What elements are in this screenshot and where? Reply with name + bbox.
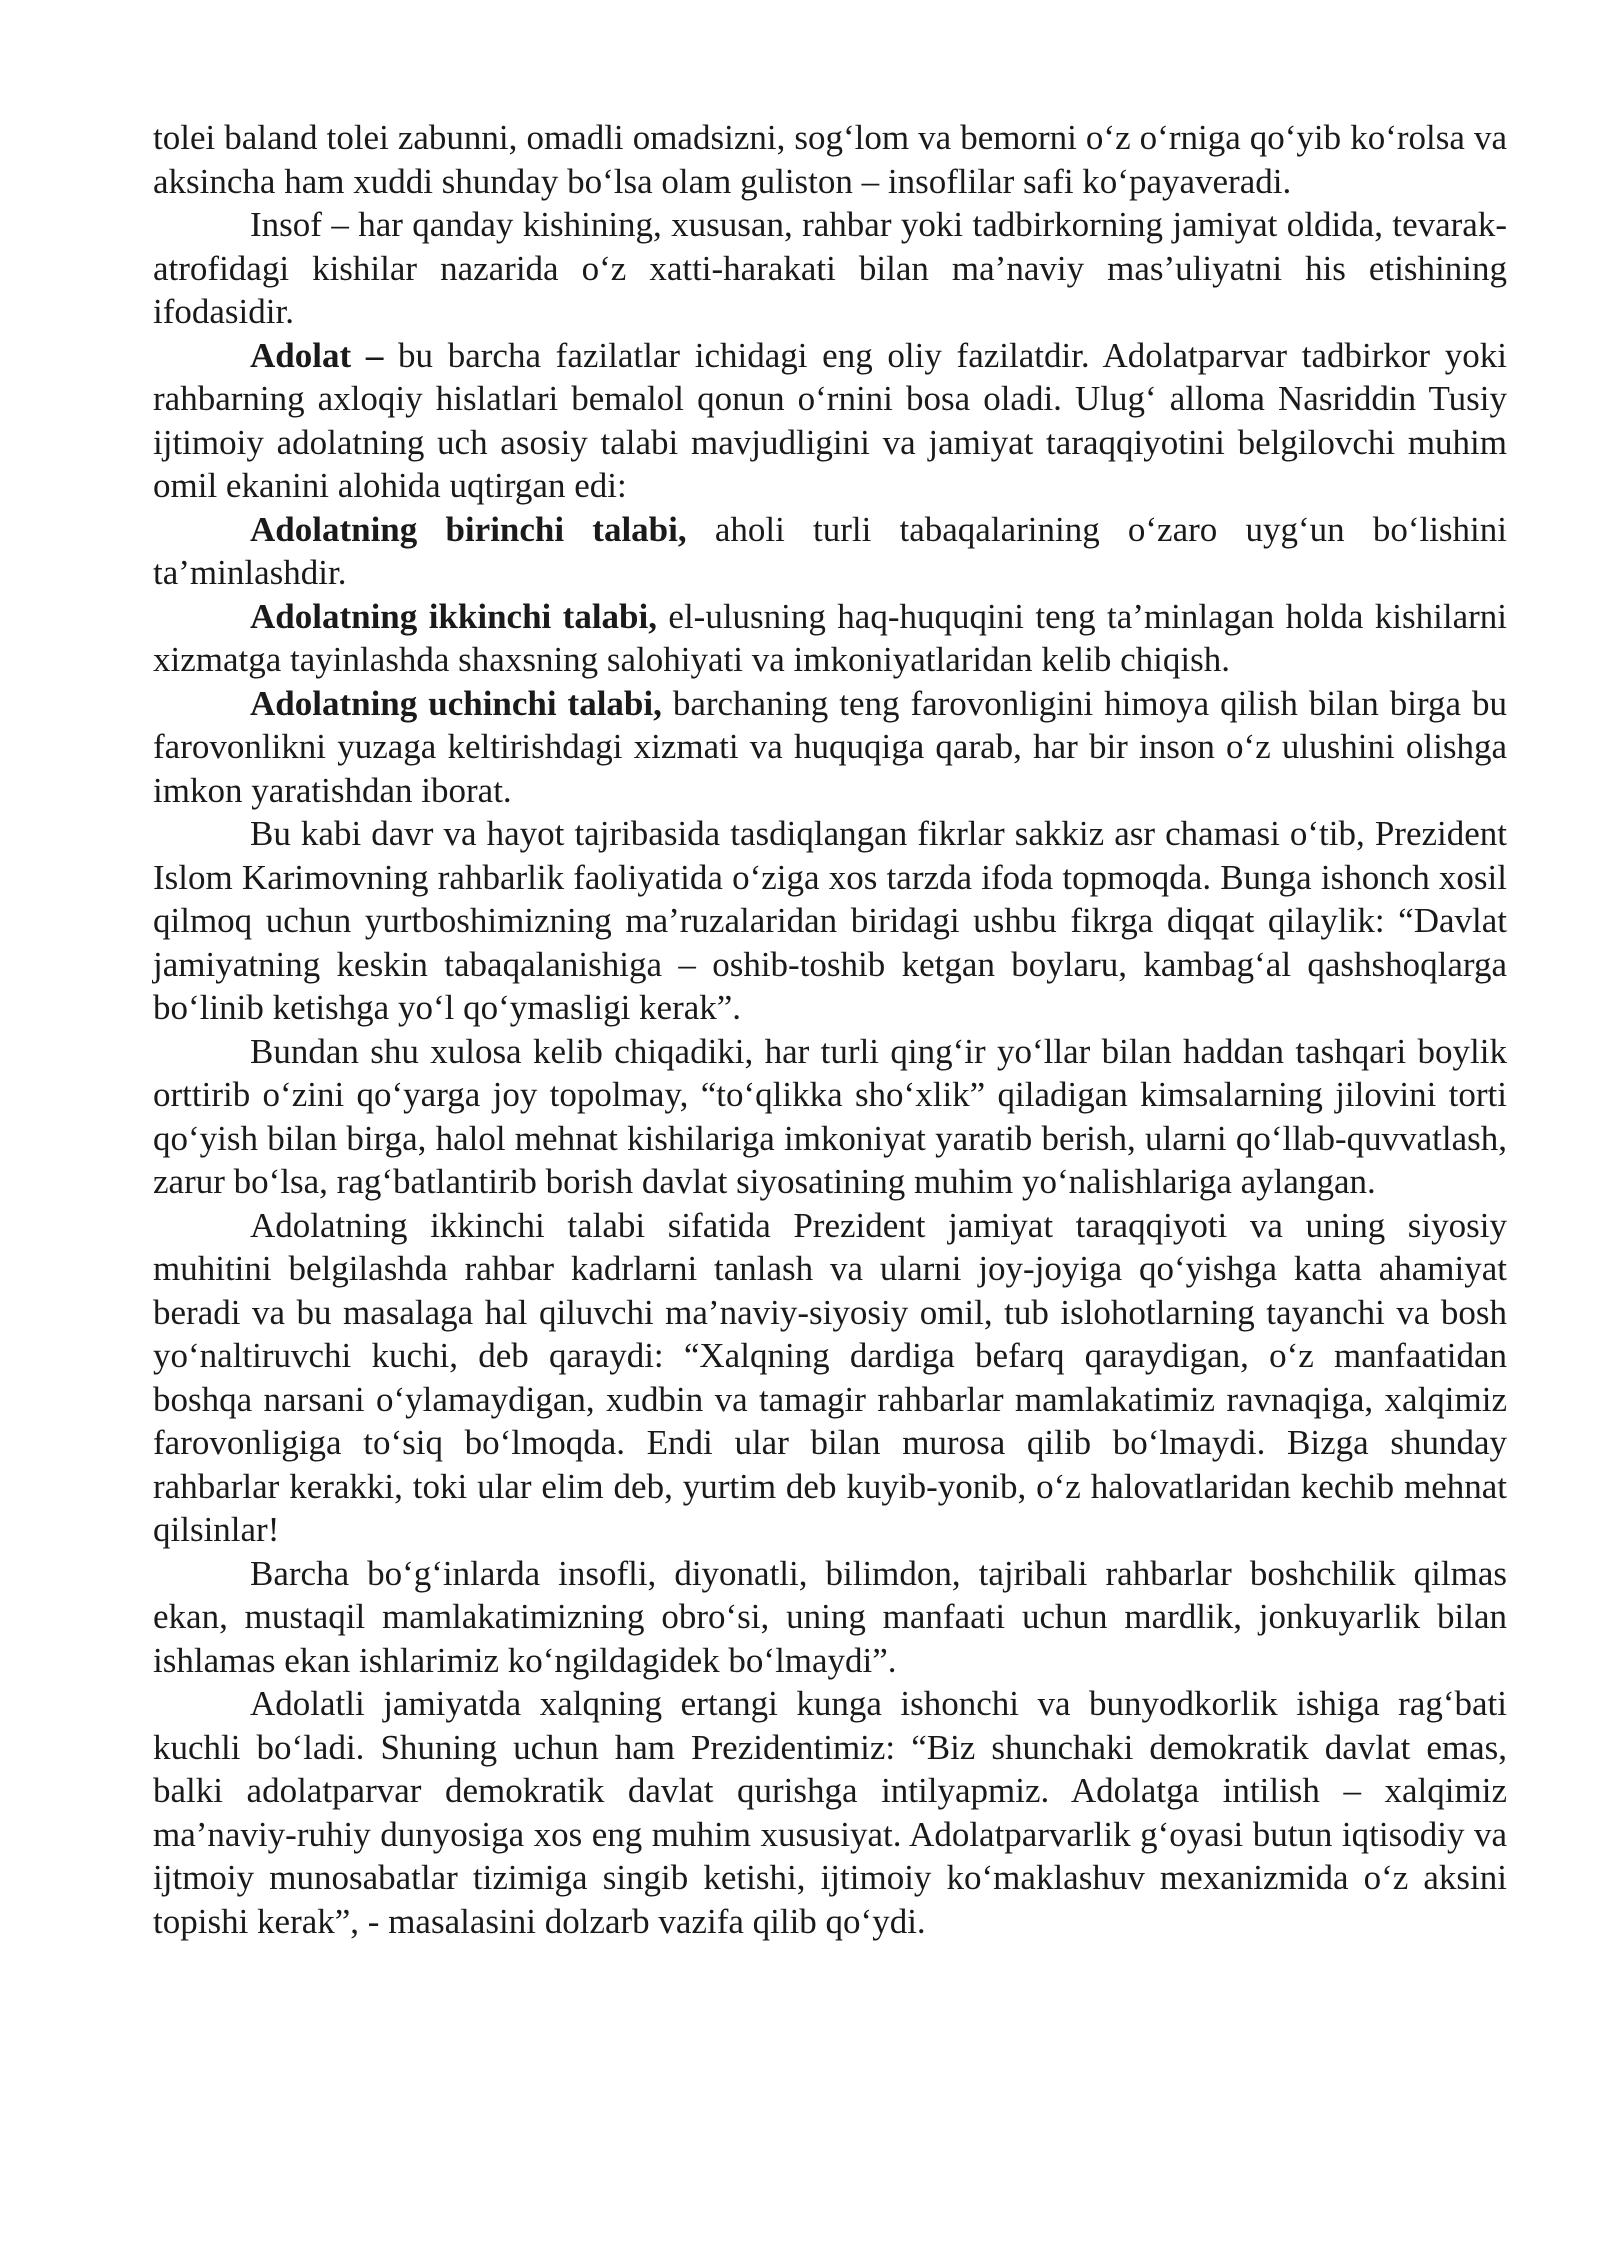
paragraph-text: aholi turli tabaqalarining o‘zaro uyg‘un bo‘lishini ta’minlashdir. <box>153 509 1507 592</box>
paragraph <box>153 1682 1507 1943</box>
paragraph-text: Insof – har qanday kishining, xususan, rahbar yoki tadbirkorning jamiyat oldida, tevarak-atrofidagi kishilar nazarida o‘z xatti-harakati bilan ma’naviy mas’uliyatni his etishining ifodasidir. <box>153 205 1507 331</box>
paragraph <box>153 1204 1507 1552</box>
paragraph <box>153 812 1507 1030</box>
document-page <box>153 116 1507 1943</box>
paragraph <box>153 1552 1507 1683</box>
paragraph <box>153 682 1507 813</box>
paragraph-lead: Adolatning ikkinchi talabi, <box>250 596 657 636</box>
paragraph <box>153 116 1507 203</box>
paragraph-text: bu barcha fazilatlar ichidagi eng oliy fazilatdir. Adolatparvar tadbirkor yoki rahbarning axloqiy hislatlari bemalol qonun o‘rnini bosa oladi. Ulug‘ alloma Nasriddin Tusiy ijtimoiy adolatning uch asosiy talabi mavjudligini va jamiyat taraqqiyotini belgilovchi muhim omil ekanini alohida uqtirgan edi: <box>153 335 1508 505</box>
paragraph-text: tolei baland tolei zabunni, omadli omadsizni, sog‘lom va bemorni o‘z o‘rniga qo‘yib ko‘rolsa va aksincha ham xuddi shunday bo‘lsa olam guliston – insoflilar safi ko‘payaveradi. <box>153 118 1507 201</box>
paragraph <box>153 508 1507 595</box>
paragraph-text: Adolatning ikkinchi talabi sifatida Prezident jamiyat taraqqiyoti va uning siyosiy muhitini belgilashda rahbar kadrlarni tanlash va ularni joy-joyiga qo‘yishga katta ahamiyat beradi va bu masalaga hal qiluvchi ma’naviy-siyosiy omil, tub islohotlarning tayanchi va bosh yo‘naltiruvchi kuchi, deb qaraydi: “Xalqning dardiga befarq qaraydigan, o‘z manfaatidan boshqa narsani o‘ylamaydigan, xudbin va tamagir rahbarlar mamlakatimiz ravnaqiga, xalqimiz farovonligiga to‘siq bo‘lmoqda. Endi ular bilan murosa qilib bo‘lmaydi. Bizga shunday rahbarlar kerakki, toki ular elim deb, yurtim deb kuyib-yonib, o‘z halovatlaridan kechib mehnat qilsinlar! <box>153 1205 1507 1549</box>
paragraph-lead: Adolat – <box>250 335 384 375</box>
paragraph-text: Bundan shu xulosa kelib chiqadiki, har turli qing‘ir yo‘llar bilan haddan tashqari boylik orttirib o‘zini qo‘yarga joy topolmay, “to‘qlikka sho‘xlik” qiladigan kimsalarning jilovini torti qo‘yish bilan birga, halol mehnat kishilariga imkoniyat yaratib berish, ularni qo‘llab-quvvatlash, zarur bo‘lsa, rag‘batlantirib borish davlat siyosatining muhim yo‘nalishlariga aylangan. <box>153 1031 1507 1201</box>
paragraph <box>153 1030 1507 1204</box>
paragraph <box>153 334 1507 508</box>
paragraph-text: barchaning teng farovonligini himoya qilish bilan birga bu farovonlikni yuzaga keltirishdagi xizmati va huquqiga qarab, har bir inson o‘z ulushini olishga imkon yaratishdan iborat. <box>153 683 1507 810</box>
paragraph-lead: Adolatning uchinchi talabi, <box>250 683 662 723</box>
paragraph-text: Barcha bo‘g‘inlarda insofli, diyonatli, bilimdon, tajribali rahbarlar boshchilik qilmas ekan, mustaqil mamlakatimizning obro‘si, uning manfaati uchun mardlik, jonkuyarlik bilan ishlamas ekan ishlarimiz ko‘ngildagidek bo‘lmaydi”. <box>153 1553 1507 1680</box>
paragraph-lead: Adolatning birinchi talabi, <box>250 509 687 549</box>
paragraph-text: el-ulusning haq-huquqini teng ta’minlagan holda kishilarni xizmatga tayinlashda shaxsning salohiyati va imkoniyatlaridan kelib chiqish. <box>153 596 1507 679</box>
paragraph-text: Bu kabi davr va hayot tajribasida tasdiqlangan fikrlar sakkiz asr chamasi o‘tib, Prezident Islom Karimovning rahbarlik faoliyatida o‘ziga xos tarzda ifoda topmoqda. Bunga ishonch xosil qilmoq uchun yurtboshimizning ma’ruzalaridan biridagi ushbu fikrga diqqat qilaylik: “Davlat jamiyatning keskin tabaqalanishiga – oshib-toshib ketgan boylaru, kambag‘al qashshoqlarga bo‘linib ketishga yo‘l qo‘ymasligi kerak”. <box>153 814 1507 1027</box>
paragraph-text: Adolatli jamiyatda xalqning ertangi kunga ishonchi va bunyodkorlik ishiga rag‘bati kuchli bo‘ladi. Shuning uchun ham Prezidentimiz: “Biz shunchaki demokratik davlat emas, balki adolatparvar demokratik davlat qurishga intilyapmiz. Adolatga intilish – xalqimiz ma’naviy-ruhiy dunyosiga xos eng muhim xususiyat. Adolatparvarlik g‘oyasi butun iqtisodiy va ijtmoiy munosabatlar tizimiga singib ketishi, ijtimoiy ko‘maklashuv mexanizmida o‘z aksini topishi kerak”, - masalasini dolzarb vazifa qilib qo‘ydi. <box>153 1684 1507 1941</box>
paragraph <box>153 203 1507 334</box>
paragraph <box>153 595 1507 682</box>
